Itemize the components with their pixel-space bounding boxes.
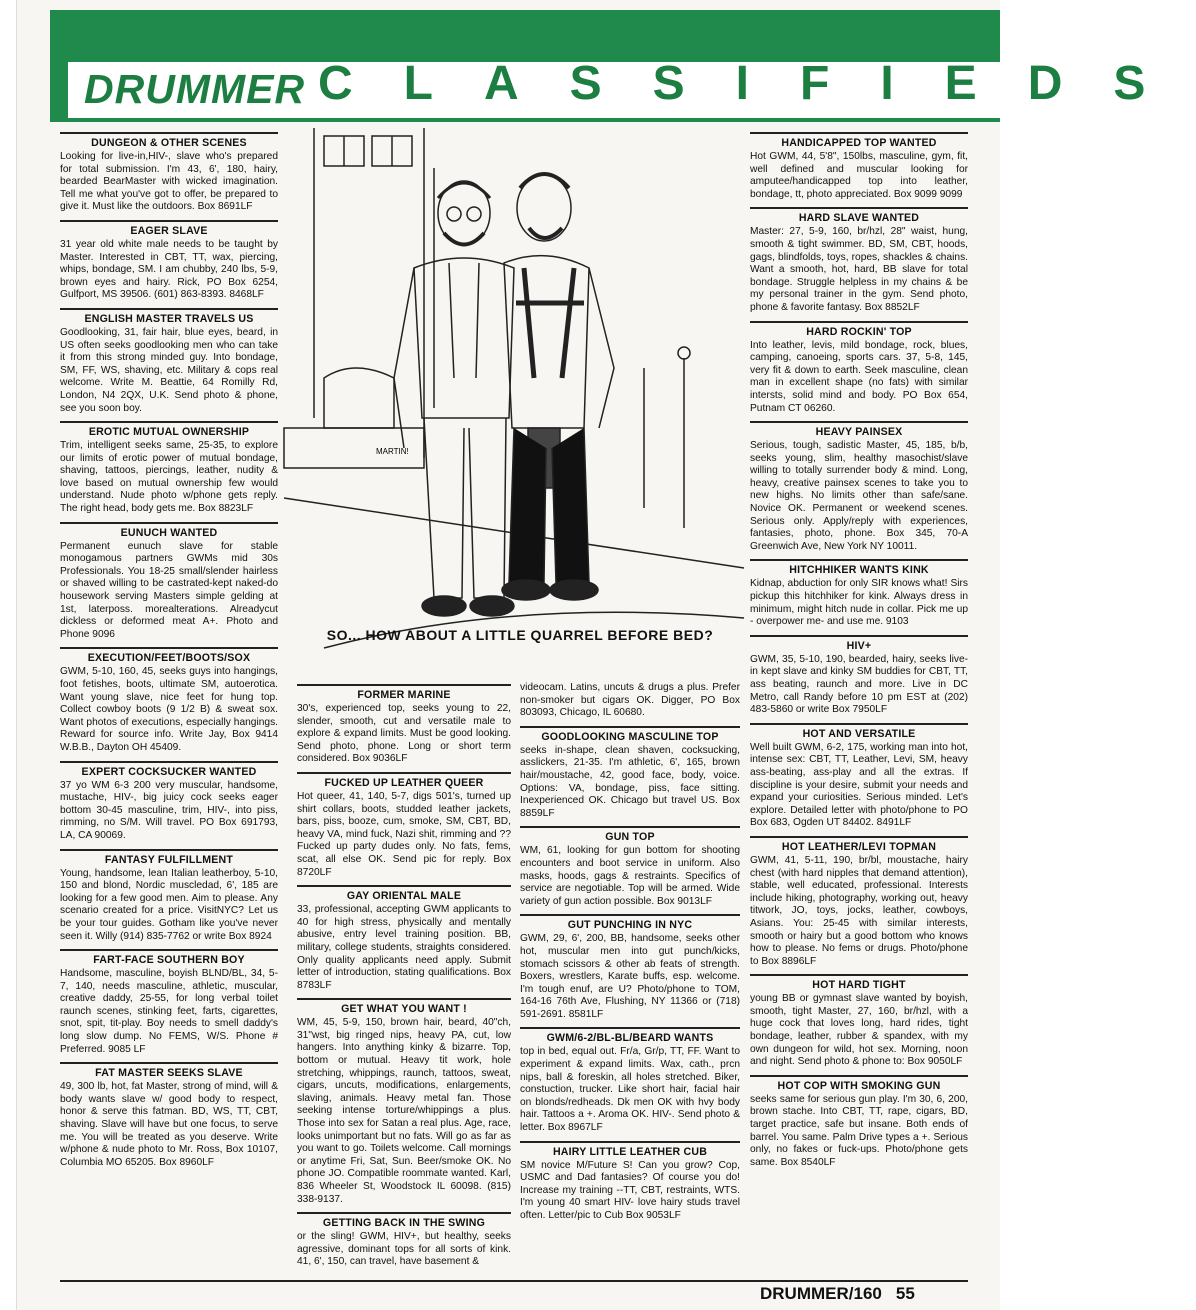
ad-title: FANTASY FULFILLMENT	[104, 853, 234, 866]
classified-ad	[520, 1141, 740, 1223]
ad-body: Goodlooking, 31, fair hair, blue eyes, beard, in US often seeks goodlooking men who can take it from this strong minded guy. Into bondage, SM, FF, WS, shaving, etc. Military & cops real welcome. Write M. Beattie, 64 Romilly Rd, London, N4 2QX, U.K. Send photo & phone, see you soon boy.	[60, 326, 278, 414]
ad-body: videocam. Latins, uncuts & drugs a plus. Prefer non-smoker but cigars OK. Digger, PO Box 803093, Chicago, IL 60680.	[520, 682, 740, 719]
ad-body: Looking for live-in,HIV-, slave who's prepared for total submission. I'm 43, 6', 180, hairy, bearded BearMaster with wicked imagination. Tell me what you've got to offer, be prepared to give it. Must like the outdoors. Box 8691LF	[60, 151, 278, 213]
ad-title: GAY ORIENTAL MALE	[346, 890, 462, 903]
classified-ad	[297, 885, 511, 992]
ad-title: HITCHHIKER WANTS KINK	[789, 564, 929, 577]
ad-title: HOT AND VERSATILE	[802, 727, 916, 740]
ad-body: or the sling! GWM, HIV+, but healthy, seeks agressive, dominant tops for all sorts of kink. 41, 6', 150, can travel, have basement &	[297, 1231, 511, 1268]
ad-body: GWM, 5-10, 160, 45, seeks guys into hangings, foot fetishes, boots, ultimate SM, autoerotica. Want young slave, nice feet for hung top. Collect cowboy boots (9 1/2 B) & sweat sox. Want photos of executions, especially hangings. Reward for source info. Write Jay, Box 9414 W.B.B., Dayton OH 45409.	[60, 666, 278, 753]
footer-rule	[60, 1280, 968, 1282]
classified-ad	[750, 321, 968, 416]
classified-ad	[297, 998, 511, 1206]
ad-body: Well built GWM, 6-2, 175, working man into hot, intense sex: CBT, TT, Leather, Levi, SM, heavy ass-beating, ass-play and all the extras. If discipline is your desire, submit your needs and expand your curiosities. Serious minded. Let's explore. Detailed letter with photo/phone to PO Box 683, Ogden UT 84402. 8491LF	[750, 741, 968, 829]
classified-ad	[750, 836, 968, 968]
column-4	[750, 132, 968, 1175]
classified-ad	[520, 1027, 740, 1134]
classified-ad	[60, 647, 278, 754]
ad-title: HARD SLAVE WANTED	[798, 212, 920, 225]
ad-title: EAGER SLAVE	[130, 224, 208, 237]
classified-ad	[520, 726, 740, 821]
ad-body: Into leather, levis, mild bondage, rock, blues, camping, canoeing, sports cars. 37, 5-8, 145, very fit & down to earth. Seek masculine, clean man in excellent shape (no fats) with similar intersts, solid mind and body. PO Box 654, Putnam CT 06260.	[750, 339, 968, 414]
classified-ad	[60, 308, 278, 415]
classified-ad	[750, 132, 968, 201]
ad-title: HEAVY PAINSEX	[815, 426, 903, 439]
ad-title: EUNUCH WANTED	[120, 526, 218, 539]
classified-ad	[520, 682, 740, 720]
page-number: 55	[895, 1284, 915, 1303]
issue-label: DRUMMER/160	[760, 1284, 882, 1303]
ad-title: FUCKED UP LEATHER QUEER	[324, 776, 484, 789]
ad-title: GOODLOOKING MASCULINE TOP	[541, 730, 719, 743]
ad-body: 31 year old white male needs to be taught by Master. Interested in CBT, TT, wax, piercing, whips, bondage, SM. I am chubby, 240 lbs, 5-9, brown eyes and hairy. Rick, PO Box 6254, Gulfport, MS 39506. (601) 863-8393. 8468LF	[60, 238, 278, 301]
classified-ad	[750, 723, 968, 830]
ad-title: GUN TOP	[605, 831, 655, 844]
classified-ad	[750, 421, 968, 553]
ad-title: GUT PUNCHING IN NYC	[567, 919, 693, 932]
classified-ad	[60, 1062, 278, 1169]
ad-body: seeks in-shape, clean shaven, cocksucking, asslickers, 21-35. I'm athletic, 6', 165, brown hair/moustache, 42, good face, body, voice. Options: VA, bondage, piss, face sitting. Inexperienced OK. Chicago but travel US. Box 8859LF	[520, 744, 740, 819]
classified-ad	[750, 974, 968, 1069]
column-1	[60, 132, 278, 1175]
ad-body: Permanent eunuch slave for stable monogamous partners GWMs mid 30s Professionals. You 18-25 small/slender hairless or shaved willing to be castrated-kept naked-do housework serving Masters simple gelding at 1st, laterposs. morealterations. Alreadycut dickless or deformed meat A+. Photo and Phone 9096	[60, 540, 278, 640]
classified-ad	[60, 132, 278, 214]
ad-body: seeks same for serious gun play. I'm 30, 6, 200, brown stache. Into CBT, TT, rape, cigars, BD, target practice, safe but insane. Both ends of barrel. You same. Palm Drive types a +. Serious only, no fakes or fuck-ups. Photo/phone gets same. Box 8540LF	[750, 1093, 968, 1168]
ad-title: HOT COP WITH SMOKING GUN	[777, 1079, 941, 1092]
column-3	[520, 682, 740, 1229]
ad-body: Trim, intelligent seeks same, 25-35, to explore our limits of erotic power of mutual bondage, shaving, tattoos, piercings, leather, nudity & love based on mutual ownership few would understand. Nude photo w/phone gets reply. The right head, body gets me. Box 8823LF	[60, 440, 278, 515]
ad-body: GWM, 35, 5-10, 190, bearded, hairy, seeks live-in kept slave and kinky SM buddies for CBT, TT, ass beating, raunch and more. Live in DC Metro, call Randy before 10 pm EST at (202) 483-5860 or write Box 7950LF	[750, 653, 968, 716]
page-footer	[760, 1284, 915, 1304]
ad-title: GET WHAT YOU WANT !	[341, 1003, 467, 1016]
ad-body: GWM, 29, 6', 200, BB, handsome, seeks other hot, muscular men into gut punch/kicks, stomach scissors & other ab feats of strength. Boxers, wrestlers, Karate buffs, esp. welcome. I'm tough enuf, are U? Photo/phone to TOM, 164-16 76th Ave, Flushing, NY 11366 or (718) 591-2691. 8581LF	[520, 933, 740, 1020]
ad-body: WM, 45, 5-9, 150, brown hair, beard, 40"ch, 31"wst, big ringed nips, heavy PA, cut, low hangers. Into anything kinky & bizarre. Top, bottom or mutual. Heavy tit work, hole stretching, whippings, raunch, tattoos, sweat, cigars, uncuts, modifications, enlargements, slaving, animals. Heavy metal fan. Those seeking intense torture/whippings a plus. Those into sex for Satan a real plus. Age, race, looks unimportant but no fats. Will go as far as you want to go. Toilets welcome. Call mornings or anytime Fri, Sat, Sun. Beer/smoke OK. No phone JO. Compatible roommate wanted. Karl, 836 Wheeler St, Woodstock IL 60098. (815) 338-9137.	[297, 1017, 511, 1205]
ad-body: 37 yo WM 6-3 200 very muscular, handsome, mustache, HIV-, big juicy cock seeks eager bottom 30-45 masculine, trim, HIV-, into piss, rimming, no S/M. Will travel. PO Box 691793, LA, CA 90069.	[60, 779, 278, 841]
cartoon-caption: SO... HOW ABOUT A LITTLE QUARREL BEFORE BED?	[326, 627, 714, 643]
artist-signature: MARTIN!	[376, 447, 409, 456]
ad-body: Kidnap, abduction for only SIR knows what! Sirs pickup this hitchhiker for kink. Always dress in minimum, might hitch nude in collar. Pick me up - overpower me- and use me. 9103	[750, 578, 968, 628]
figure-torso	[414, 258, 514, 418]
ad-title: GETTING BACK IN THE SWING	[322, 1217, 486, 1230]
ad-title: FORMER MARINE	[357, 689, 451, 701]
classified-ad	[750, 1075, 968, 1170]
ad-body: Hot GWM, 44, 5'8", 150lbs, masculine, gym, fit, well defined and muscular looking for amputee/handicapped top into leather, bondage, tt, photo appreciated. Box 9099 9099	[750, 151, 968, 200]
classified-ad	[60, 522, 278, 642]
ad-body: 49, 300 lb, hot, fat Master, strong of mind, will & body wants slave w/ good body to respect, honor & serve this fatman. BD, WS, TT, CBT, shaving. Slave will have but one focus, to serve me. You will be treated as you deserve. Write w/phone & nude photo to Mr. Ross, Box 10107, Columbia MO 65205. Box 8960LF	[60, 1081, 278, 1168]
ad-title: HIV+	[846, 639, 872, 652]
classified-ad	[60, 220, 278, 302]
ad-title: GWM/6-2/BL-BL/BEARD WANTS	[546, 1032, 714, 1045]
classified-ad	[297, 1212, 511, 1269]
ad-title: HOT LEATHER/LEVI TOPMAN	[781, 840, 937, 853]
ad-title: HAIRY LITTLE LEATHER CUB	[552, 1145, 708, 1158]
ad-body: Handsome, masculine, boyish BLND/BL, 34, 5-7, 140, needs masculine, athletic, muscular, creative daddy, 25-55, for long verbal toilet raunch scenes, stinking feet, farts, cigarettes, snot, spit, tit-play. Boy needs to smell daddy's long slow dump. No FEMS, W/S. Phone # Preferred. 9085 LF	[60, 968, 278, 1055]
ad-title: FART-FACE SOUTHERN BOY	[93, 954, 245, 967]
facing-page-edge	[0, 0, 17, 1310]
ad-body: top in bed, equal out. Fr/a, Gr/p, TT, FF. Want to experiment & expand limits. Wax, cath., prcn nips, ball & foreskin, all holes stretched. Biker, constuction, trucker. Like short hair, facial hair on blonds/redheads. Dk men OK with hvy body hair. Tattoos a +. Aroma OK. HIV-. Send photo & letter. Box 8967LF	[520, 1046, 740, 1134]
classified-ad	[750, 207, 968, 314]
classified-ad	[60, 761, 278, 843]
ad-body: Master: 27, 5-9, 160, br/hzl, 28" waist, hung, smooth & tight swimmer. BD, SM, CBT, hoods, gags, blindfolds, toys, ropes, shackles & chains. Want a smooth, hot, hard, BB slave for total bondage. Struggle helpless in my chains & be my personal trainer in the gym. Send photo, phone & favorite fantasy. Box 8852LF	[750, 226, 968, 313]
ad-title: HANDICAPPED TOP WANTED	[781, 137, 937, 149]
classified-ad	[750, 559, 968, 628]
ad-body: WM, 61, looking for gun bottom for shooting encounters and boot service in uniform. Also masks, hoods, gags & restraints. Specifics of service are negotiable. Top will be armed. Wide variety of gun action possible. Box 9013LF	[520, 845, 740, 907]
ad-body: Serious, tough, sadistic Master, 45, 185, b/b, seeks young, slim, healthy masochist/slave willing to totally surrender body & mind. Long, heavy, creative painsex scenes to take you to new highs. No limits other than safe/sane. Novice OK. Permanent or weekend scenes. Serious only. Apply/reply with experiences, fantasies, photo, phone. Box 345, 70-A Greenwich Ave, New York NY 10011.	[750, 440, 968, 552]
ad-body: 33, professional, accepting GWM applicants to 40 for high stress, physically and mentally abusive, entry level training position. BB, military, college students, straights considered. Only quality applicants need apply. Submit letter of introduction, stating qualifications. Box 8783LF	[297, 904, 511, 991]
classified-ad	[520, 826, 740, 908]
section-title: CLASSIFIEDS	[318, 57, 1196, 110]
ad-body: young BB or gymnast slave wanted by boyish, smooth, tight Master, 27, 160, br/hzl, with a huge cock that loves long, hard rides, tight bondage, leather, rubber & spandex, with my own dungeon for wild, hot sex. Morning, noon and night. Send photo & phone to: Box 9050LF	[750, 993, 968, 1068]
classified-ad	[60, 849, 278, 944]
classified-ad	[60, 949, 278, 1056]
ad-title: EXECUTION/FEET/BOOTS/SOX	[87, 652, 251, 665]
ad-title: EXPERT COCKSUCKER WANTED	[81, 765, 257, 778]
ad-title: HARD ROCKIN' TOP	[806, 325, 912, 338]
classified-ad	[297, 684, 511, 766]
ad-body: GWM, 41, 5-11, 190, br/bl, moustache, hairy chest (with hard nipples that demand attention), stable, well educated, professional. Interests include hiking, photography, working out, heavy titwork, JO, toys, jocks, leather, cowboys, Asians. You: 25-45 with similar interests, smooth or hairy but a good bottom who knows how to please. No fems or drugs. Photo/phone to Box 8896LF	[750, 854, 968, 967]
ad-title: HOT HARD TIGHT	[812, 979, 906, 992]
ad-title: EROTIC MUTUAL OWNERSHIP	[88, 426, 250, 439]
column-2	[297, 684, 511, 1275]
ad-body: Hot queer, 41, 140, 5-7, digs 501's, turned up shirt collars, boots, studded leather jackets, bars, piss, booze, cum, smoke, SM, CBT, BD, heavy VA, mind fuck, Nazi shit, rimming and ?? Fucked up party dudes only. No fats, fems, scat, all else OK. Send pic for reply. Box 8720LF	[297, 790, 511, 878]
ad-body: Young, handsome, lean Italian leatherboy, 5-10, 150 and blond, Nordic muscledad, 6', 185 are looking for a few good men. Aim to please. Any scenario created for a price. VisitNYC? Let us be your tour guides. Gotham like you've never seen it. Willy (914) 835-7762 or write Box 8924	[60, 867, 278, 942]
ad-body: SM novice M/Future S! Can you grow? Cop, USMC and Dad fantasies? Of course you do! Increase my training --TT, CBT, restraints, WTS. I'm young 40 smart HIV- love hairy studs travel often. Letter/pic to Cub Box 9053LF	[520, 1159, 740, 1221]
classified-ad	[60, 421, 278, 516]
classified-ad	[750, 635, 968, 717]
cartoon-illustration	[284, 128, 744, 658]
brand-title: DRUMMER	[84, 66, 306, 112]
classified-ad	[520, 914, 740, 1021]
ad-title: FAT MASTER SEEKS SLAVE	[95, 1067, 243, 1080]
ad-title: ENGLISH MASTER TRAVELS US	[84, 312, 254, 325]
ad-title: DUNGEON & OTHER SCENES	[91, 137, 247, 149]
ad-body: 30's, experienced top, seeks young to 22, slender, smooth, cut and versatile male to explore & expand limits. Must be good looking. Send photo, phone. Long or short term considered. Box 9036LF	[297, 703, 511, 765]
classified-ad	[297, 772, 511, 879]
